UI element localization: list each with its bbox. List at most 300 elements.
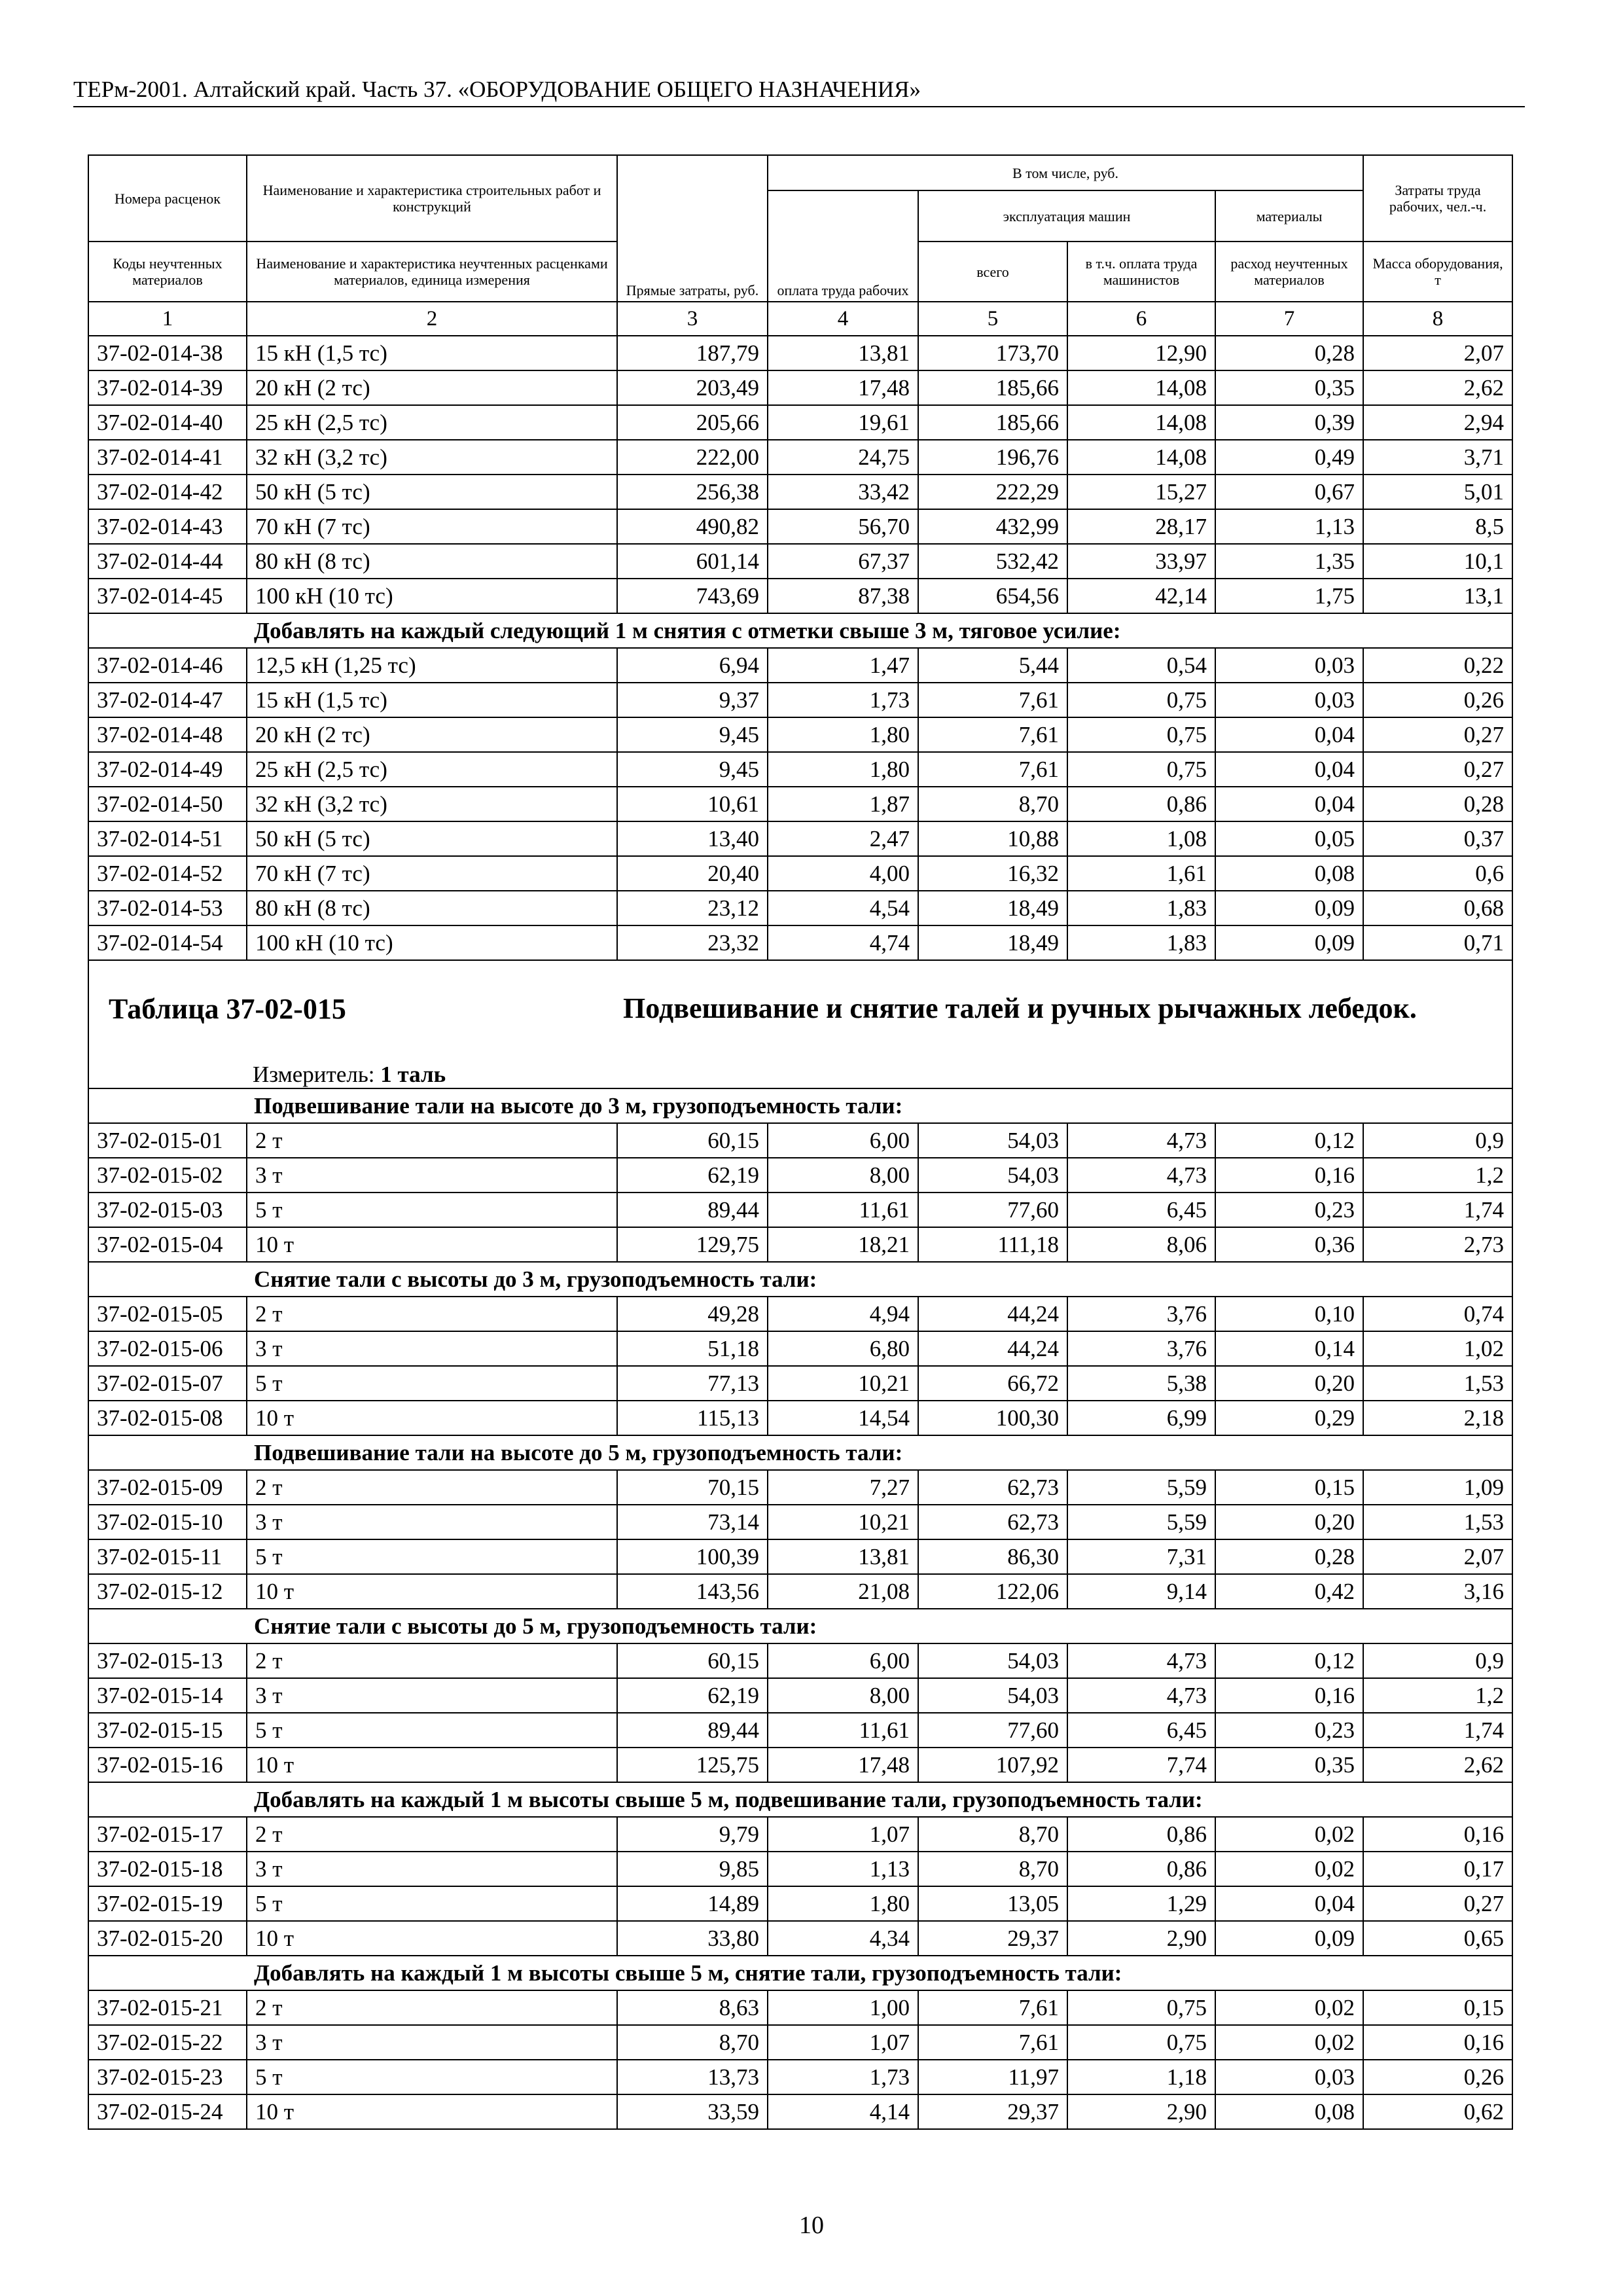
table-row [88, 1331, 1512, 1366]
labor-costs-value: 1,2 [1363, 1158, 1512, 1193]
direct-costs-value: 6,94 [617, 648, 768, 683]
table-row [88, 1921, 1512, 1956]
worker-pay-value: 4,34 [768, 1921, 918, 1956]
machinist-pay-value: 1,61 [1067, 856, 1215, 891]
labor-costs-value: 0,17 [1363, 1852, 1512, 1886]
unaccounted-materials-value: 0,09 [1215, 925, 1363, 960]
machinist-pay-value: 0,86 [1067, 1817, 1215, 1852]
col-including-header: В том числе, руб. [768, 155, 1363, 190]
unaccounted-materials-value: 0,23 [1215, 1713, 1363, 1748]
rate-code: 37-02-014-51 [88, 821, 247, 856]
machine-total-value: 8,70 [918, 1852, 1067, 1886]
rate-code: 37-02-014-54 [88, 925, 247, 960]
worker-pay-value: 1,07 [768, 2025, 918, 2060]
worker-pay-value: 18,21 [768, 1227, 918, 1262]
column-number: 7 [1215, 302, 1363, 336]
rate-name: 50 кН (5 тс) [247, 475, 617, 509]
col-machinist-pay-header: в т.ч. оплата труда машинистов [1067, 242, 1215, 302]
section-heading: Снятие тали с высоты до 3 м, грузоподъемность тали: [88, 1262, 1512, 1297]
column-number: 6 [1067, 302, 1215, 336]
unaccounted-materials-value: 0,02 [1215, 1990, 1363, 2025]
direct-costs-value: 14,89 [617, 1886, 768, 1921]
machine-total-value: 44,24 [918, 1297, 1067, 1331]
rate-code: 37-02-015-15 [88, 1713, 247, 1748]
machinist-pay-value: 0,75 [1067, 717, 1215, 752]
table-row [88, 1748, 1512, 1782]
direct-costs-value: 9,45 [617, 717, 768, 752]
direct-costs-value: 89,44 [617, 1193, 768, 1227]
labor-costs-value: 0,15 [1363, 1990, 1512, 2025]
direct-costs-value: 62,19 [617, 1158, 768, 1193]
worker-pay-value: 21,08 [768, 1574, 918, 1609]
unaccounted-materials-value: 0,02 [1215, 1852, 1363, 1886]
machine-total-value: 111,18 [918, 1227, 1067, 1262]
rate-code: 37-02-014-45 [88, 579, 247, 613]
table-row [88, 370, 1512, 405]
rate-name: 3 т [247, 1678, 617, 1713]
machinist-pay-value: 7,74 [1067, 1748, 1215, 1782]
labor-costs-value: 0,27 [1363, 717, 1512, 752]
meter-label: Измеритель: [253, 1062, 375, 1087]
machinist-pay-value: 12,90 [1067, 336, 1215, 370]
section-heading: Добавлять на каждый 1 м высоты свыше 5 м, подвешивание тали, грузоподъемность тали: [88, 1782, 1512, 1817]
table-row [88, 1193, 1512, 1227]
worker-pay-value: 1,73 [768, 683, 918, 717]
rate-name: 10 т [247, 1574, 617, 1609]
table-row [88, 1713, 1512, 1748]
unaccounted-materials-value: 0,08 [1215, 2094, 1363, 2129]
worker-pay-value: 6,00 [768, 1643, 918, 1678]
section-heading-row [88, 1088, 1512, 1123]
machinist-pay-value: 1,08 [1067, 821, 1215, 856]
column-number: 4 [768, 302, 918, 336]
table-number: Таблица 37-02-015 [109, 993, 346, 1025]
direct-costs-value: 13,40 [617, 821, 768, 856]
rate-code: 37-02-015-10 [88, 1505, 247, 1539]
section-heading-row [88, 1956, 1512, 1990]
machine-total-value: 185,66 [918, 370, 1067, 405]
machinist-pay-value: 14,08 [1067, 405, 1215, 440]
rate-name: 80 кН (8 тс) [247, 544, 617, 579]
unaccounted-materials-value: 0,16 [1215, 1678, 1363, 1713]
table-title-row [88, 960, 1512, 1088]
machine-total-value: 432,99 [918, 509, 1067, 544]
section-heading: Добавлять на каждый 1 м высоты свыше 5 м, снятие тали, грузоподъемность тали: [88, 1956, 1512, 1990]
worker-pay-value: 8,00 [768, 1678, 918, 1713]
labor-costs-value: 2,94 [1363, 405, 1512, 440]
rate-name: 2 т [247, 1817, 617, 1852]
machinist-pay-value: 9,14 [1067, 1574, 1215, 1609]
machinist-pay-value: 4,73 [1067, 1158, 1215, 1193]
direct-costs-value: 77,13 [617, 1366, 768, 1401]
worker-pay-value: 4,54 [768, 891, 918, 925]
rate-name: 70 кН (7 тс) [247, 856, 617, 891]
table-row [88, 1366, 1512, 1401]
table-row [88, 1643, 1512, 1678]
rate-code: 37-02-014-41 [88, 440, 247, 475]
section-heading: Снятие тали с высоты до 5 м, грузоподъемность тали: [88, 1609, 1512, 1643]
unaccounted-materials-value: 0,04 [1215, 787, 1363, 821]
direct-costs-value: 13,73 [617, 2060, 768, 2094]
labor-costs-value: 0,16 [1363, 2025, 1512, 2060]
table-row [88, 1678, 1512, 1713]
machine-total-value: 8,70 [918, 787, 1067, 821]
col-materials-header: материалы [1215, 190, 1363, 242]
rate-code: 37-02-015-06 [88, 1331, 247, 1366]
column-number: 5 [918, 302, 1067, 336]
meter-value: 1 таль [380, 1062, 446, 1087]
worker-pay-value: 24,75 [768, 440, 918, 475]
machinist-pay-value: 2,90 [1067, 1921, 1215, 1956]
rate-code: 37-02-015-13 [88, 1643, 247, 1678]
worker-pay-value: 2,47 [768, 821, 918, 856]
labor-costs-value: 2,73 [1363, 1227, 1512, 1262]
machine-total-value: 44,24 [918, 1331, 1067, 1366]
unaccounted-materials-value: 0,23 [1215, 1193, 1363, 1227]
direct-costs-value: 9,85 [617, 1852, 768, 1886]
worker-pay-value: 14,54 [768, 1401, 918, 1435]
direct-costs-value: 62,19 [617, 1678, 768, 1713]
labor-costs-value: 2,62 [1363, 1748, 1512, 1782]
col-total-header: всего [918, 242, 1067, 302]
rate-code: 37-02-014-49 [88, 752, 247, 787]
machine-total-value: 54,03 [918, 1643, 1067, 1678]
direct-costs-value: 9,37 [617, 683, 768, 717]
rate-code: 37-02-015-22 [88, 2025, 247, 2060]
labor-costs-value: 0,68 [1363, 891, 1512, 925]
unaccounted-materials-value: 0,15 [1215, 1470, 1363, 1505]
unaccounted-materials-value: 0,49 [1215, 440, 1363, 475]
rate-code: 37-02-015-02 [88, 1158, 247, 1193]
unaccounted-materials-value: 0,03 [1215, 683, 1363, 717]
labor-costs-value: 0,26 [1363, 683, 1512, 717]
machine-total-value: 62,73 [918, 1470, 1067, 1505]
rate-name: 3 т [247, 2025, 617, 2060]
machine-total-value: 13,05 [918, 1886, 1067, 1921]
machine-total-value: 77,60 [918, 1713, 1067, 1748]
machinist-pay-value: 3,76 [1067, 1331, 1215, 1366]
rate-name: 100 кН (10 тс) [247, 925, 617, 960]
rate-name: 32 кН (3,2 тс) [247, 787, 617, 821]
labor-costs-value: 8,5 [1363, 509, 1512, 544]
rate-code: 37-02-014-44 [88, 544, 247, 579]
machinist-pay-value: 0,75 [1067, 752, 1215, 787]
col-work-name-header: Наименование и характеристика строительных работ и конструкций [247, 155, 617, 242]
rate-name: 20 кН (2 тс) [247, 717, 617, 752]
worker-pay-value: 10,21 [768, 1366, 918, 1401]
machine-total-value: 29,37 [918, 1921, 1067, 1956]
table-row [88, 2025, 1512, 2060]
rate-name: 100 кН (10 тс) [247, 579, 617, 613]
machine-total-value: 7,61 [918, 1990, 1067, 2025]
machinist-pay-value: 1,18 [1067, 2060, 1215, 2094]
rate-code: 37-02-015-23 [88, 2060, 247, 2094]
worker-pay-value: 10,21 [768, 1505, 918, 1539]
labor-costs-value: 0,71 [1363, 925, 1512, 960]
table-row [88, 891, 1512, 925]
col-rate-numbers-header: Номера расценок [88, 155, 247, 242]
machinist-pay-value: 8,06 [1067, 1227, 1215, 1262]
worker-pay-value: 56,70 [768, 509, 918, 544]
worker-pay-value: 33,42 [768, 475, 918, 509]
table-row [88, 1123, 1512, 1158]
labor-costs-value: 1,74 [1363, 1193, 1512, 1227]
table-row [88, 475, 1512, 509]
worker-pay-value: 1,80 [768, 752, 918, 787]
rate-name: 5 т [247, 1886, 617, 1921]
labor-costs-value: 0,26 [1363, 2060, 1512, 2094]
labor-costs-value: 1,53 [1363, 1505, 1512, 1539]
rate-code: 37-02-014-43 [88, 509, 247, 544]
direct-costs-value: 490,82 [617, 509, 768, 544]
rate-code: 37-02-015-08 [88, 1401, 247, 1435]
direct-costs-value: 129,75 [617, 1227, 768, 1262]
machine-total-value: 11,97 [918, 2060, 1067, 2094]
worker-pay-value: 17,48 [768, 370, 918, 405]
labor-costs-value: 0,37 [1363, 821, 1512, 856]
rate-name: 25 кН (2,5 тс) [247, 752, 617, 787]
machinist-pay-value: 42,14 [1067, 579, 1215, 613]
table-row [88, 821, 1512, 856]
unaccounted-materials-value: 1,13 [1215, 509, 1363, 544]
rate-code: 37-02-015-17 [88, 1817, 247, 1852]
rate-code: 37-02-014-50 [88, 787, 247, 821]
unaccounted-materials-value: 0,35 [1215, 370, 1363, 405]
machine-total-value: 173,70 [918, 336, 1067, 370]
machinist-pay-value: 6,45 [1067, 1193, 1215, 1227]
rate-name: 80 кН (8 тс) [247, 891, 617, 925]
rate-name: 2 т [247, 1470, 617, 1505]
unaccounted-materials-value: 0,16 [1215, 1158, 1363, 1193]
unaccounted-materials-value: 0,09 [1215, 1921, 1363, 1956]
machinist-pay-value: 28,17 [1067, 509, 1215, 544]
labor-costs-value: 0,22 [1363, 648, 1512, 683]
table-row [88, 1817, 1512, 1852]
worker-pay-value: 1,73 [768, 2060, 918, 2094]
labor-costs-value: 0,16 [1363, 1817, 1512, 1852]
labor-costs-value: 10,1 [1363, 544, 1512, 579]
machinist-pay-value: 4,73 [1067, 1678, 1215, 1713]
labor-costs-value: 3,16 [1363, 1574, 1512, 1609]
unaccounted-materials-value: 0,10 [1215, 1297, 1363, 1331]
machine-total-value: 122,06 [918, 1574, 1067, 1609]
unaccounted-materials-value: 0,35 [1215, 1748, 1363, 1782]
rate-code: 37-02-014-48 [88, 717, 247, 752]
unaccounted-materials-value: 0,02 [1215, 2025, 1363, 2060]
direct-costs-value: 23,32 [617, 925, 768, 960]
worker-pay-value: 1,13 [768, 1852, 918, 1886]
machinist-pay-value: 0,75 [1067, 683, 1215, 717]
machinist-pay-value: 0,75 [1067, 1990, 1215, 2025]
table-row [88, 1990, 1512, 2025]
table-row [88, 1470, 1512, 1505]
unaccounted-materials-value: 0,36 [1215, 1227, 1363, 1262]
machine-total-value: 7,61 [918, 717, 1067, 752]
section-heading: Подвешивание тали на высоте до 3 м, грузоподъемность тали: [88, 1088, 1512, 1123]
worker-pay-value: 1,80 [768, 717, 918, 752]
rate-name: 15 кН (1,5 тс) [247, 683, 617, 717]
labor-costs-value: 0,74 [1363, 1297, 1512, 1331]
machine-total-value: 100,30 [918, 1401, 1067, 1435]
header-row-1 [88, 155, 1512, 190]
rate-code: 37-02-014-40 [88, 405, 247, 440]
section-heading: Добавлять на каждый следующий 1 м снятия с отметки свыше 3 м, тяговое усилие: [88, 613, 1512, 648]
machinist-pay-value: 2,90 [1067, 2094, 1215, 2129]
table-row [88, 509, 1512, 544]
table-row [88, 925, 1512, 960]
table-row [88, 648, 1512, 683]
rate-code: 37-02-015-04 [88, 1227, 247, 1262]
direct-costs-value: 601,14 [617, 544, 768, 579]
rate-name: 2 т [247, 1297, 617, 1331]
col-machine-operation-header: эксплуатация машин [918, 190, 1215, 242]
rate-name: 10 т [247, 1748, 617, 1782]
table-row [88, 2060, 1512, 2094]
rate-code: 37-02-015-05 [88, 1297, 247, 1331]
unaccounted-materials-value: 0,20 [1215, 1366, 1363, 1401]
machinist-pay-value: 0,86 [1067, 1852, 1215, 1886]
table-row [88, 544, 1512, 579]
rate-name: 5 т [247, 1366, 617, 1401]
column-number: 2 [247, 302, 617, 336]
worker-pay-value: 13,81 [768, 336, 918, 370]
direct-costs-value: 60,15 [617, 1643, 768, 1678]
unaccounted-materials-value: 0,28 [1215, 1539, 1363, 1574]
machine-total-value: 86,30 [918, 1539, 1067, 1574]
machine-total-value: 7,61 [918, 2025, 1067, 2060]
section-heading-row [88, 1262, 1512, 1297]
table-row [88, 1886, 1512, 1921]
worker-pay-value: 1,80 [768, 1886, 918, 1921]
worker-pay-value: 4,74 [768, 925, 918, 960]
rate-name: 2 т [247, 1123, 617, 1158]
machinist-pay-value: 3,76 [1067, 1297, 1215, 1331]
direct-costs-value: 89,44 [617, 1713, 768, 1748]
unaccounted-materials-value: 0,04 [1215, 1886, 1363, 1921]
rate-name: 2 т [247, 1643, 617, 1678]
unaccounted-materials-value: 0,08 [1215, 856, 1363, 891]
direct-costs-value: 9,79 [617, 1817, 768, 1852]
machinist-pay-value: 14,08 [1067, 440, 1215, 475]
worker-pay-value: 4,14 [768, 2094, 918, 2129]
table-row [88, 1227, 1512, 1262]
worker-pay-value: 6,80 [768, 1331, 918, 1366]
worker-pay-value: 67,37 [768, 544, 918, 579]
labor-costs-value: 1,02 [1363, 1331, 1512, 1366]
table-row [88, 579, 1512, 613]
rate-name: 10 т [247, 1401, 617, 1435]
labor-costs-value: 1,09 [1363, 1470, 1512, 1505]
direct-costs-value: 20,40 [617, 856, 768, 891]
worker-pay-value: 1,87 [768, 787, 918, 821]
unaccounted-materials-value: 0,20 [1215, 1505, 1363, 1539]
direct-costs-value: 8,63 [617, 1990, 768, 2025]
unaccounted-materials-value: 0,14 [1215, 1331, 1363, 1366]
unaccounted-materials-value: 0,39 [1215, 405, 1363, 440]
col-direct-costs-header: Прямые затраты, руб. [617, 155, 768, 302]
unaccounted-materials-value: 0,28 [1215, 336, 1363, 370]
direct-costs-value: 115,13 [617, 1401, 768, 1435]
direct-costs-value: 143,56 [617, 1574, 768, 1609]
machine-total-value: 54,03 [918, 1678, 1067, 1713]
labor-costs-value: 1,74 [1363, 1713, 1512, 1748]
direct-costs-value: 70,15 [617, 1470, 768, 1505]
unaccounted-materials-value: 0,29 [1215, 1401, 1363, 1435]
direct-costs-value: 33,59 [617, 2094, 768, 2129]
worker-pay-value: 4,94 [768, 1297, 918, 1331]
worker-pay-value: 87,38 [768, 579, 918, 613]
labor-costs-value: 0,27 [1363, 1886, 1512, 1921]
table-row [88, 856, 1512, 891]
page-header: ТЕРм-2001. Алтайский край. Часть 37. «ОБОРУДОВАНИЕ ОБЩЕГО НАЗНАЧЕНИЯ» [73, 73, 1525, 107]
col-worker-pay-header: оплата труда рабочих [768, 190, 918, 302]
machine-total-value: 54,03 [918, 1158, 1067, 1193]
labor-costs-value: 2,62 [1363, 370, 1512, 405]
unaccounted-materials-value: 0,05 [1215, 821, 1363, 856]
labor-costs-value: 1,53 [1363, 1366, 1512, 1401]
worker-pay-value: 1,00 [768, 1990, 918, 2025]
table-row [88, 787, 1512, 821]
labor-costs-value: 3,71 [1363, 440, 1512, 475]
worker-pay-value: 19,61 [768, 405, 918, 440]
labor-costs-value: 2,07 [1363, 336, 1512, 370]
machinist-pay-value: 6,99 [1067, 1401, 1215, 1435]
machine-total-value: 5,44 [918, 648, 1067, 683]
labor-costs-value: 0,62 [1363, 2094, 1512, 2129]
machine-total-value: 77,60 [918, 1193, 1067, 1227]
unaccounted-materials-value: 0,09 [1215, 891, 1363, 925]
machinist-pay-value: 0,86 [1067, 787, 1215, 821]
table-row [88, 717, 1512, 752]
machinist-pay-value: 5,59 [1067, 1470, 1215, 1505]
machinist-pay-value: 6,45 [1067, 1713, 1215, 1748]
rate-name: 3 т [247, 1158, 617, 1193]
col-unaccounted-materials-header: расход неучтенных материалов [1215, 242, 1363, 302]
direct-costs-value: 205,66 [617, 405, 768, 440]
rate-name: 5 т [247, 1539, 617, 1574]
machine-total-value: 107,92 [918, 1748, 1067, 1782]
machinist-pay-value: 0,75 [1067, 2025, 1215, 2060]
labor-costs-value: 2,07 [1363, 1539, 1512, 1574]
rate-code: 37-02-014-52 [88, 856, 247, 891]
direct-costs-value: 10,61 [617, 787, 768, 821]
unaccounted-materials-value: 0,67 [1215, 475, 1363, 509]
col-labor-costs-header: Затраты труда рабочих, чел.-ч. [1363, 155, 1512, 242]
unaccounted-materials-value: 0,03 [1215, 2060, 1363, 2094]
machinist-pay-value: 5,38 [1067, 1366, 1215, 1401]
rate-code: 37-02-015-03 [88, 1193, 247, 1227]
table-row [88, 336, 1512, 370]
unaccounted-materials-value: 0,04 [1215, 752, 1363, 787]
direct-costs-value: 203,49 [617, 370, 768, 405]
rate-name: 20 кН (2 тс) [247, 370, 617, 405]
labor-costs-value: 0,9 [1363, 1123, 1512, 1158]
rate-name: 50 кН (5 тс) [247, 821, 617, 856]
rate-code: 37-02-014-46 [88, 648, 247, 683]
labor-costs-value: 0,65 [1363, 1921, 1512, 1956]
worker-pay-value: 8,00 [768, 1158, 918, 1193]
labor-costs-value: 0,27 [1363, 752, 1512, 787]
rate-name: 2 т [247, 1990, 617, 2025]
rates-table [88, 154, 1513, 2130]
machine-total-value: 18,49 [918, 891, 1067, 925]
rate-code: 37-02-014-53 [88, 891, 247, 925]
rate-code: 37-02-015-19 [88, 1886, 247, 1921]
rate-name: 12,5 кН (1,25 тс) [247, 648, 617, 683]
rate-code: 37-02-015-16 [88, 1748, 247, 1782]
machine-total-value: 29,37 [918, 2094, 1067, 2129]
rate-name: 3 т [247, 1331, 617, 1366]
